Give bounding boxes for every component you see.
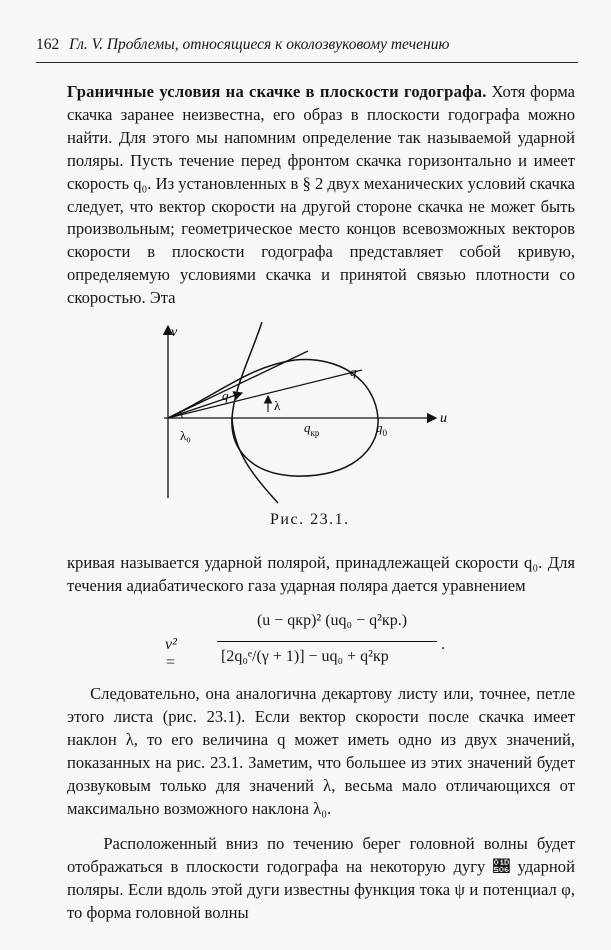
label-q-lower: q xyxy=(222,388,229,403)
label-qkr-main: q xyxy=(304,420,311,435)
label-q-upper: q xyxy=(350,364,357,379)
label-lambda0: λ₀ xyxy=(180,428,191,443)
paragraph-1-text: Хотя форма скачка заранее неизвестна, его образ в плоскости годографа можно найти. Для этого мы напомним определение так называемой ударной поляры. Пусть течение перед фронтом скачка горизонтально и имеет скорость q₀. Из установленных в § 2 двух механических условий скачка следует, что вектор скорости на другой стороне скачка не может быть произвольным; геометрическое место концов всевозможных векторов скорости в плоскости годографа представляет собой кривую, определяемую условиями скачка и принятой связью плотности со скоростью. Эта xyxy=(67,82,575,308)
section-heading: Граничные условия на скачке в плоскости годографа. xyxy=(67,82,487,101)
fraction-bar xyxy=(217,641,437,642)
label-q0-main: q xyxy=(376,420,383,435)
paragraph-4 xyxy=(67,833,575,925)
paragraph-2: кривая называется ударной полярой, принадлежащей скорости q₀. Для течения адиабатического газа ударная поляра дается уравнением xyxy=(67,553,575,595)
label-qkr xyxy=(304,420,320,438)
equation-denominator: [2q₀ᵉ/(γ + 1)] − uq₀ + q²кр xyxy=(221,648,389,665)
shock-polar-figure xyxy=(150,318,450,508)
label-q0 xyxy=(376,420,388,438)
label-qkr-sub: кр xyxy=(310,428,320,438)
paragraph-3 xyxy=(67,683,575,820)
running-title: Гл. V. Проблемы, относящиеся к околозвуковому течению xyxy=(69,36,450,53)
velocity-vector-upper xyxy=(168,393,242,418)
equation-lhs: v² = xyxy=(165,636,177,671)
paragraph-1 xyxy=(67,81,575,310)
ray-to-polar xyxy=(168,370,362,418)
equation-end: . xyxy=(441,636,445,653)
label-v: v xyxy=(171,325,178,340)
paragraph-3-text: Следовательно, она аналогична декартову листу или, точнее, петле этого листа (рис. 23.1). Если вектор скорости после скачка имеет наклон λ, то его величина q может иметь одно из двух значений, показанных на рис. 23.1. Заметим, что большее из этих значений будет дозвуковым только для значений λ, весьма мало отличающихся от максимально возможного наклона λ₀. xyxy=(67,684,575,818)
paragraph-4-text: Расположенный вниз по течению берег головной волны будет отображаться в плоскости годографа на некоторую дугу 𝔆 ударной поляры. Если вдоль этой дуги известны функция тока ψ и потенциал φ, то форма головной волны xyxy=(67,834,575,922)
label-lambda: λ xyxy=(274,398,281,413)
page-number: 162 xyxy=(36,36,60,53)
shock-polar-lower-branch xyxy=(232,418,278,503)
equation-numerator: (u − qкр)² (uq₀ − q²кр.) xyxy=(256,612,408,629)
header-rule xyxy=(36,62,578,63)
figure-caption: Рис. 23.1. xyxy=(270,511,350,528)
label-q0-sub: 0 xyxy=(382,428,387,438)
label-u: u xyxy=(440,411,447,426)
running-header xyxy=(36,36,576,54)
tangent-line xyxy=(168,351,308,418)
